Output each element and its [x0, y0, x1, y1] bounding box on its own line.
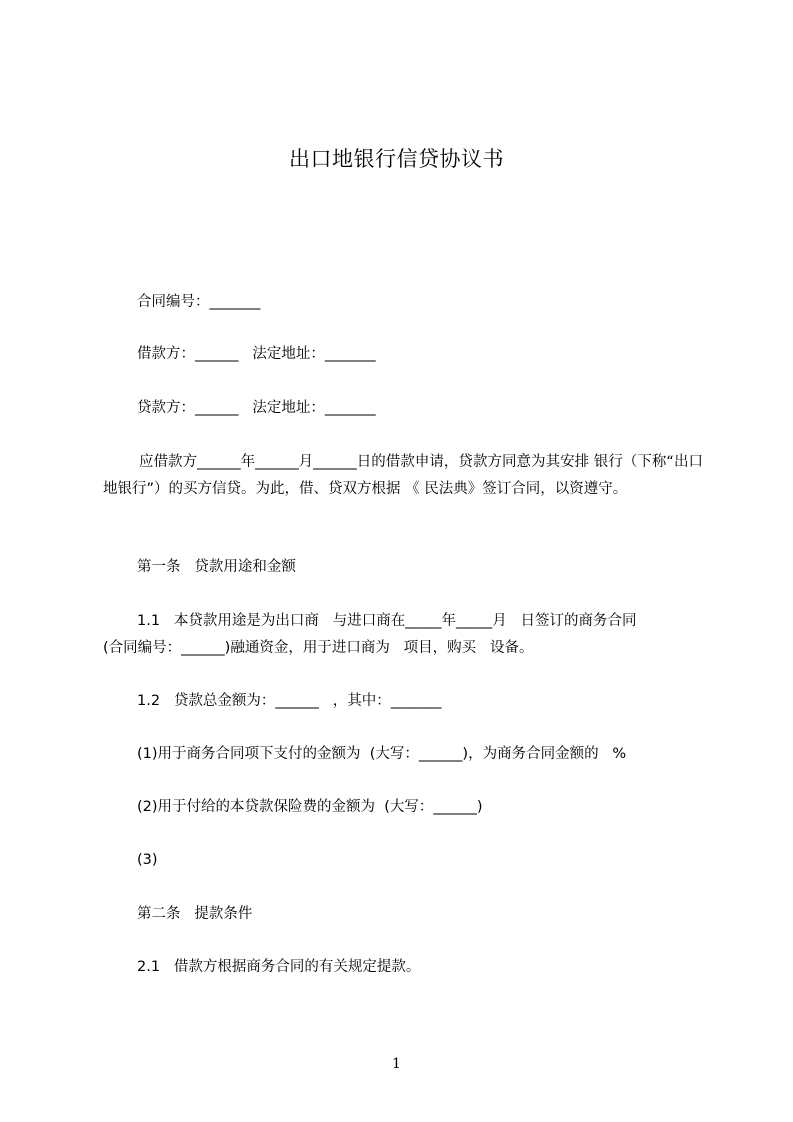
- document-title: 出口地银行信贷协议书: [289, 147, 504, 171]
- intro-paragraph: 应借款方______年______月______日的借款申请，贷款方同意为其安排 银行（下称“出口地银行”）的买方信贷。为此，借、贷双方根据 《 民法典》签订合同，以资遵守。: [103, 454, 703, 497]
- lender-line: 贷款方：______ 法定地址：_______: [137, 400, 376, 416]
- clause-1-2: 1.2 贷款总金额为：______ ，其中：_______: [137, 693, 442, 709]
- item-2: (2)用于付给的本贷款保险费的金额为 (大写：______): [137, 799, 483, 815]
- page-number: 1: [392, 1056, 401, 1072]
- clause-2-1: 2.1 借款方根据商务合同的有关规定提款。: [137, 959, 421, 975]
- item-3: (3): [137, 852, 158, 868]
- clause-1-1-line-2: (合同编号：______)融通资金，用于进口商为 项目，购买 设备。: [103, 640, 534, 656]
- clause-1-1-line-1: 1.1 本贷款用途是为出口商 与进口商在_____年_____月 日签订的商务合同: [137, 613, 637, 629]
- item-1: (1)用于商务合同项下支付的金额为 (大写：______)，为商务合同金额的 %: [137, 746, 627, 762]
- article-2-heading: 第二条 提款条件: [137, 906, 253, 922]
- article-1-heading: 第一条 贷款用途和金额: [137, 559, 296, 575]
- contract-number-line: 合同编号：_______: [137, 294, 261, 310]
- borrower-line: 借款方：______ 法定地址：_______: [137, 346, 376, 362]
